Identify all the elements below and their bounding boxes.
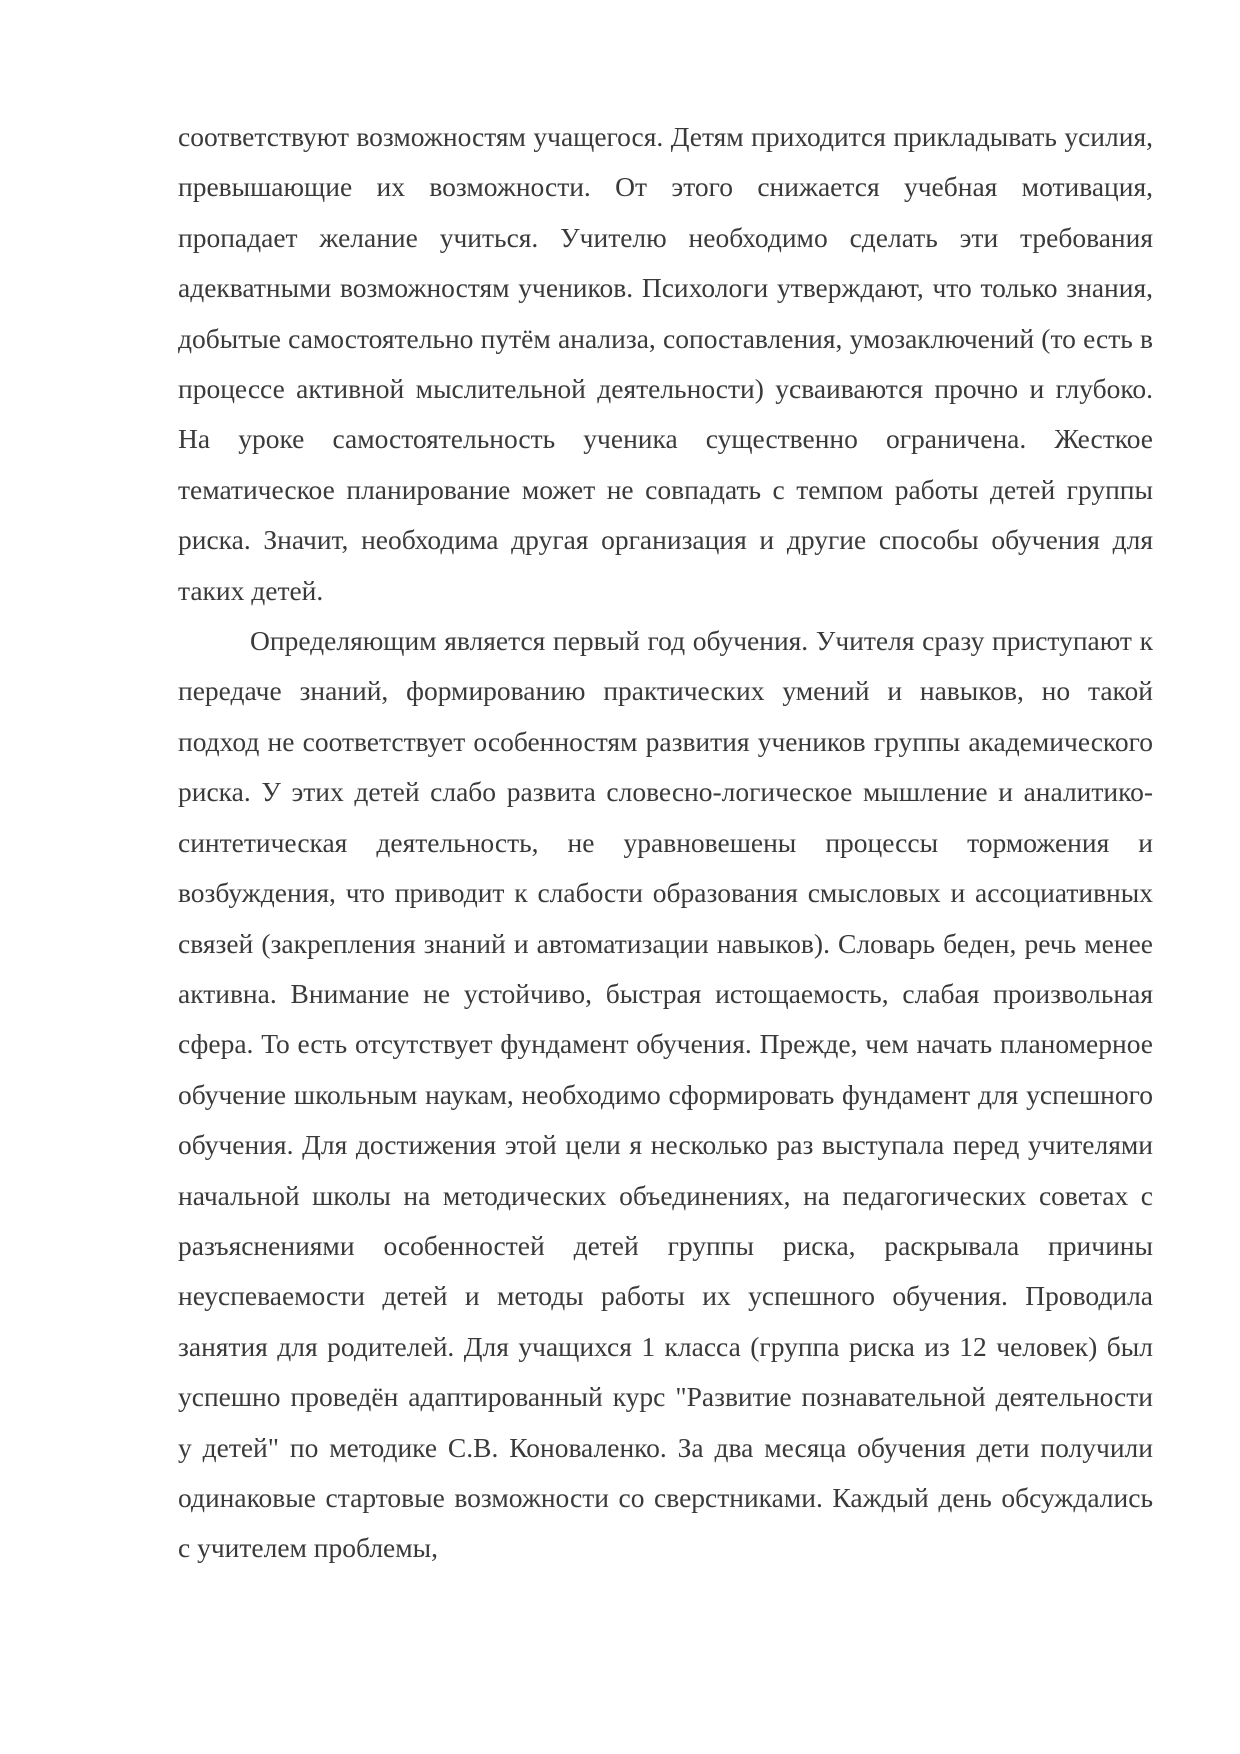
paragraph-2: Определяющим является первый год обучения. Учителя сразу приступают к передаче знаний, формированию практических умений и навыков, но такой подход не соответствует особенностям развития учеников группы академического риска. У этих детей слабо развита словесно-логическое мышление и аналитико-синтетическая деятельность, не уравновешены процессы торможения и возбуждения, что приводит к слабости образования смысловых и ассоциативных связей (закрепления знаний и автоматизации навыков). Словарь беден, речь менее активна. Внимание не устойчиво, быстрая истощаемость, слабая произвольная сфера. То есть отсутствует фундамент обучения. Прежде, чем начать планомерное обучение школьным наукам, необходимо сформировать фундамент для успешного обучения. Для достижения этой цели я несколько раз выступала перед учителями начальной школы на методических объединениях, на педагогических советах с разъяснениями особенностей детей группы риска, раскрывала причины неуспеваемости детей и методы работы их успешного обучения. Проводила занятия для родителей. Для учащихся 1 класса (группа риска из 12 человек) был успешно проведён адаптированный курс "Развитие познавательной деятельности у детей" по методике С.В. Коноваленко. За два месяца обучения дети получили одинаковые стартовые возможности со сверстниками. Каждый день обсуждались с учителем проблемы, (178, 625, 1153, 1564)
document-page (178, 112, 1153, 1574)
paragraph-1: соответствуют возможностям учащегося. Детям приходится прикладывать усилия, превышающие их возможности. От этого снижается учебная мотивация, пропадает желание учиться. Учителю необходимо сделать эти требования адекватными возможностям учеников. Психологи утверждают, что только знания, добытые самостоятельно путём анализа, сопоставления, умозаключений (то есть в процессе активной мыслительной деятельности) усваиваются прочно и глубоко. На уроке самостоятельность ученика существенно ограничена. Жесткое тематическое планирование может не совпадать с темпом работы детей группы риска. Значит, необходима другая организация и другие способы обучения для таких детей. (178, 121, 1153, 606)
